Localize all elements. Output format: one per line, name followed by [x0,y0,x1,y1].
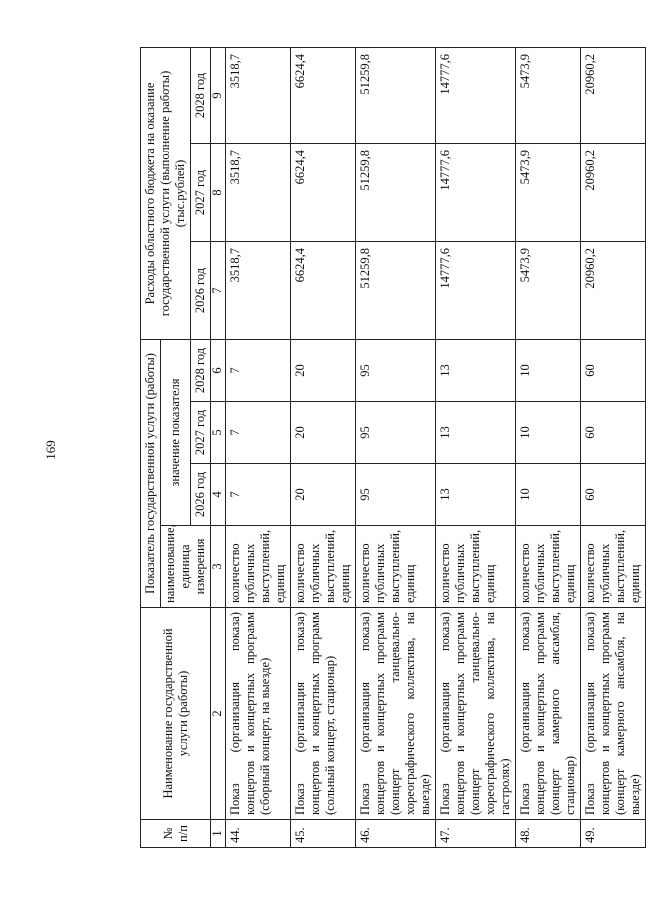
value-2027: 7 [225,402,290,464]
table-row [435,47,515,847]
service-name: Показ (организация показа) концертов и концертных программ (сольный концерт, стационар) [290,608,355,820]
unit-cell: количество публичных выступлений, единиц [580,526,645,608]
value-2028: 13 [435,339,515,401]
col-index: 6 [211,339,226,401]
value-2026: 60 [580,464,645,526]
col-index: 3 [211,526,226,608]
budget-2028: 20960,2 [580,47,645,143]
header-unit: наименование, единица измерения [161,526,211,608]
col-index: 8 [211,143,226,241]
value-2028: 20 [290,339,355,401]
budget-2028: 5473,9 [515,47,580,143]
header-indicator: Показатель государственной услуги (работы) [141,339,161,607]
service-name: Показ (организация показа) концертов и концертных программ (концерт камерного ансамбля, на выезде) [580,608,645,820]
budget-2026: 14777,6 [435,241,515,339]
value-2027: 60 [580,402,645,464]
row-number: 45. [290,820,355,848]
value-2026: 7 [225,464,290,526]
service-name: Показ (организация показа) концертов и концертных программ (концерт камерного ансамбля, стационар) [515,608,580,820]
budget-2028: 51259,8 [355,47,435,143]
header-budget: Расходы областного бюджета на оказание государственной услуги (выполнение работы) (тыс.рублей) [141,47,191,339]
budget-2027: 20960,2 [580,143,645,241]
service-name: Показ (организация показа) концертов и концертных программ (концерт танцевально-хореографического коллектива, на гастролях) [435,608,515,820]
value-2028: 60 [580,339,645,401]
budget-2027: 3518,7 [225,143,290,241]
value-2028: 95 [355,339,435,401]
budget-2028: 14777,6 [435,47,515,143]
table-row [515,47,580,847]
rotated-table-wrapper [140,48,642,848]
budget-2027: 5473,9 [515,143,580,241]
col-index: 1 [211,820,226,848]
row-number: 47. [435,820,515,848]
header-service: Наименование государственной услуги (работы) [141,608,211,820]
budget-2026: 6624,4 [290,241,355,339]
col-index: 9 [211,47,226,143]
header-year-value-2027: 2027 год [191,402,211,464]
unit-cell: количество публичных выступлений, единиц [355,526,435,608]
service-name: Показ (организация показа) концертов и концертных программ (сборный концерт, на выезде) [225,608,290,820]
budget-2026: 20960,2 [580,241,645,339]
row-number: 49. [580,820,645,848]
budget-2027: 14777,6 [435,143,515,241]
budget-2026: 5473,9 [515,241,580,339]
unit-cell: количество публичных выступлений, единиц [225,526,290,608]
row-number: 48. [515,820,580,848]
value-2028: 10 [515,339,580,401]
col-index: 7 [211,241,226,339]
col-index: 5 [211,402,226,464]
value-2026: 10 [515,464,580,526]
row-number: 46. [355,820,435,848]
budget-2026: 3518,7 [225,241,290,339]
col-index: 4 [211,464,226,526]
value-2026: 95 [355,464,435,526]
table-row [580,47,645,847]
table-row [290,47,355,847]
value-2028: 7 [225,339,290,401]
row-number: 44. [225,820,290,848]
table-row [225,47,290,847]
header-year-value-2028: 2028 год [191,339,211,401]
budget-2026: 51259,8 [355,241,435,339]
value-2027: 13 [435,402,515,464]
value-2027: 10 [515,402,580,464]
column-index-row [211,47,226,847]
value-2026: 20 [290,464,355,526]
table-row [355,47,435,847]
header-year-budget-2026: 2026 год [191,241,211,339]
budget-2027: 51259,8 [355,143,435,241]
value-2027: 20 [290,402,355,464]
header-year-budget-2027: 2027 год [191,143,211,241]
value-2027: 95 [355,402,435,464]
header-year-value-2026: 2026 год [191,464,211,526]
unit-cell: количество публичных выступлений, единиц [435,526,515,608]
budget-2028: 6624,4 [290,47,355,143]
budget-table [140,47,646,848]
unit-cell: количество публичных выступлений, единиц [515,526,580,608]
unit-cell: количество публичных выступлений, единиц [290,526,355,608]
page-number: 169 [43,440,58,460]
value-2026: 13 [435,464,515,526]
header-no: № п/п [141,820,211,848]
budget-2027: 6624,4 [290,143,355,241]
header-year-budget-2028: 2028 год [191,47,211,143]
header-value: значение показателя [161,339,191,525]
service-name: Показ (организация показа) концертов и концертных программ (концерт танцевально-хореографического коллектива, на выезде) [355,608,435,820]
budget-2028: 3518,7 [225,47,290,143]
col-index: 2 [211,608,226,820]
